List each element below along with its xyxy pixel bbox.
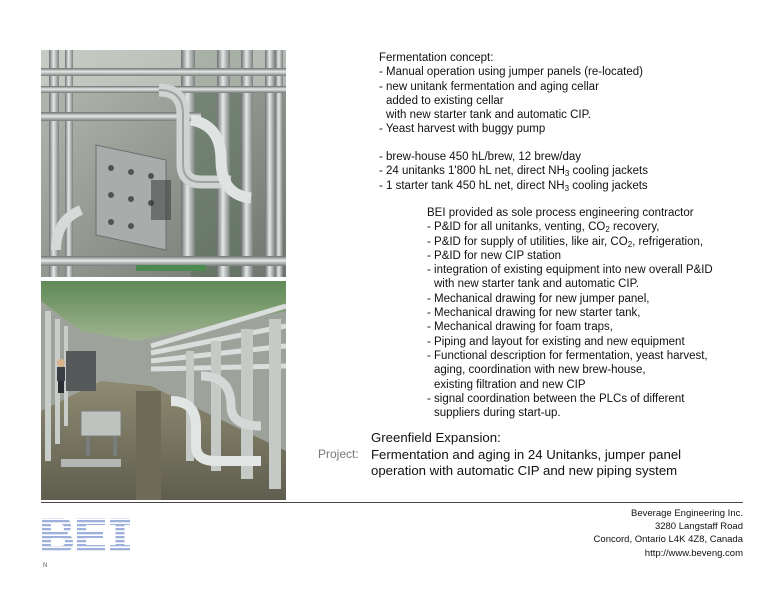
- concept-item: - Manual operation using jumper panels (re-located): [379, 66, 644, 79]
- scope-item: - Piping and layout for existing and new equipment: [427, 335, 685, 348]
- company-address: [594, 507, 743, 560]
- city-address: Concord, Ontario L4K 4Z8, Canada: [593, 534, 743, 546]
- scope-item: - Functional description for fermentation, yeast harvest,: [427, 349, 708, 362]
- company-name: Beverage Engineering Inc.: [631, 508, 743, 519]
- piping-photo-top: [41, 50, 286, 277]
- project-title-line: Fermentation and aging in 24 Unitanks, jumper panel: [371, 446, 682, 462]
- concept-item: - new unitank fermentation and aging cellar: [379, 80, 599, 93]
- street-address: 3280 Langstaff Road: [654, 521, 743, 533]
- spec-brewhouse: - brew-house 450 hL/brew, 12 brew/day: [379, 151, 582, 163]
- concept-heading: Fermentation concept:: [379, 52, 494, 64]
- scope-item: with new starter tank and automatic CIP.: [434, 278, 639, 291]
- scope-item: - P&ID for all unitanks, venting, $CO_2$ recovery,: [427, 221, 660, 235]
- concept-item: added to existing cellar: [386, 94, 504, 107]
- footer-divider: [41, 502, 743, 503]
- scope-item: - Mechanical drawing for new starter tank,: [427, 307, 641, 320]
- scope-item: suppliers during start-up.: [434, 407, 561, 420]
- bei-logo: [40, 516, 132, 559]
- fermentation-concept: [379, 51, 643, 137]
- website-link[interactable]: http://www.beveng.com: [644, 547, 743, 559]
- spec-unitanks: - 24 unitanks 1'800 hL net, direct $NH_3$ cooling jackets: [379, 165, 648, 179]
- engineering-scope: [427, 206, 713, 420]
- scope-item: existing filtration and new CIP: [434, 378, 586, 391]
- scope-item: - P&ID for supply of utilities, like air, $CO_2$, refrigeration,: [427, 235, 704, 249]
- scope-item: aging, coordination with new brew-house,: [434, 364, 646, 377]
- scope-item: - Mechanical drawing for foam traps,: [427, 321, 613, 334]
- scope-item: - integration of existing equipment into new overall P&ID: [427, 264, 713, 277]
- scope-item: - signal coordination between the PLCs of different: [427, 392, 685, 405]
- spec-starter-tank: - 1 starter tank 450 hL net, direct $NH_3$ cooling jackets: [379, 179, 648, 193]
- concept-item: - Yeast harvest with buggy pump: [379, 123, 546, 136]
- concept-item: with new starter tank and automatic CIP.: [386, 109, 591, 122]
- scope-heading: BEI provided as sole process engineering contractor: [427, 207, 694, 219]
- project-title-line: operation with automatic CIP and new piping system: [371, 463, 678, 478]
- project-title: [371, 430, 681, 480]
- project-label: Project:: [318, 447, 359, 461]
- scope-item: - P&ID for new CIP station: [427, 249, 562, 262]
- project-title-line: Greenfield Expansion:: [371, 430, 501, 445]
- scope-item: - Mechanical drawing for new jumper panel,: [427, 292, 650, 305]
- page-mark: N: [43, 563, 48, 569]
- cellar-photo-bottom: [41, 281, 286, 500]
- plant-specs: [379, 150, 648, 193]
